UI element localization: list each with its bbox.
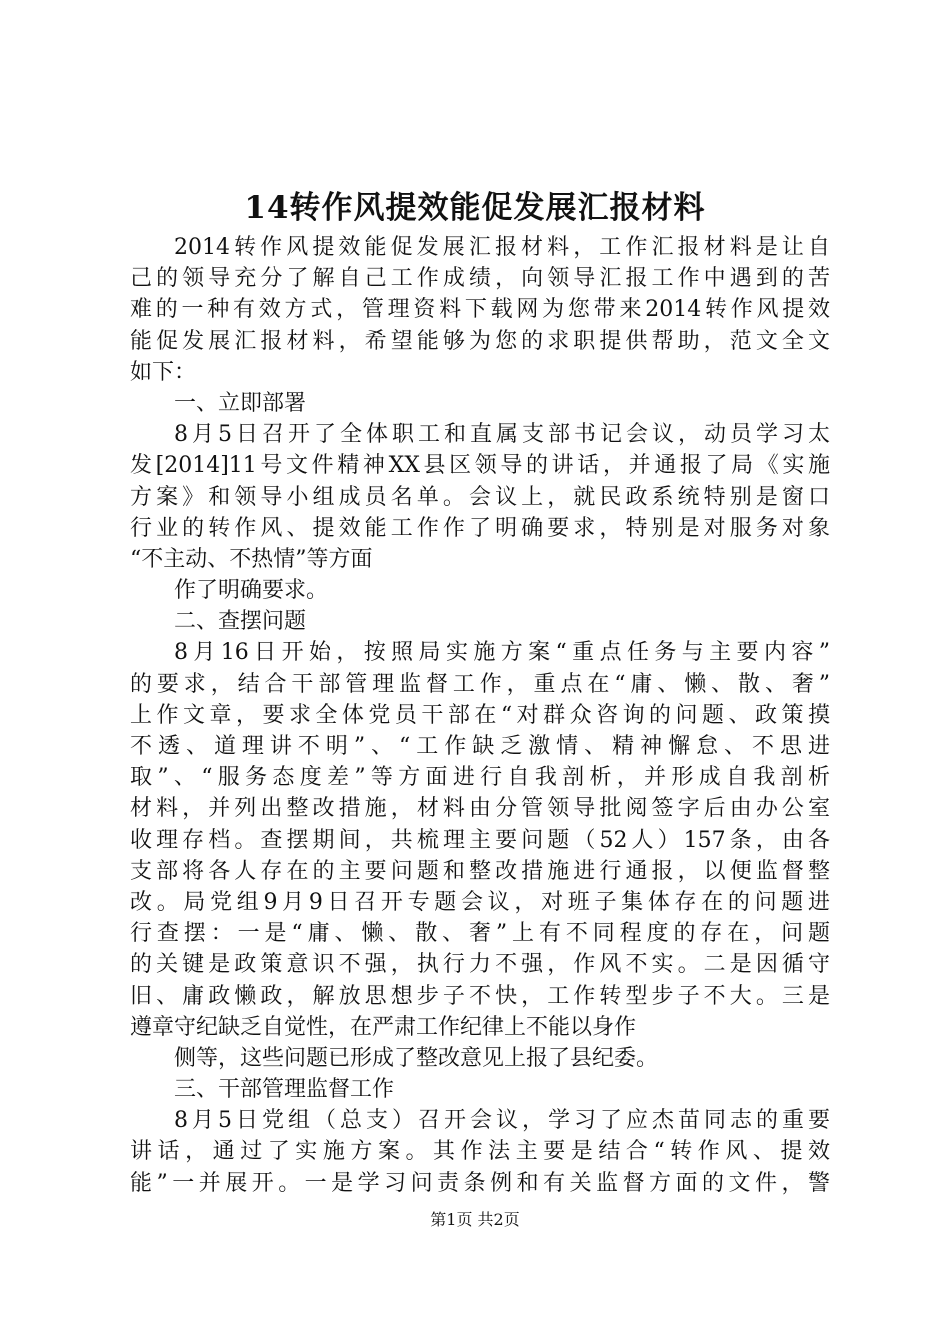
text-line: 支部将各人存在的主要问题和整改措施进行通报，以便监督整	[130, 858, 830, 884]
text-line: 三、干部管理监督工作	[174, 1077, 395, 1103]
text-line: 一、立即部署	[174, 390, 307, 416]
text-line: 收理存档。查摆期间，共梳理主要问题（52人）157条，由各	[130, 827, 830, 853]
text-line: 的关键是政策意识不强，执行力不强，作风不实。二是因循守	[130, 952, 830, 978]
text-line: 方案》和领导小组成员名单。会议上，就民政系统特别是窗口	[130, 484, 830, 510]
text-line: 2014转作风提效能促发展汇报材料，工作汇报材料是让自	[174, 235, 830, 260]
text-line: 上作文章，要求全体党员干部在“对群众咨询的问题、政策摸	[130, 702, 830, 728]
text-line: 讲话，通过了实施方案。其作法主要是结合“转作风、提效	[130, 1139, 830, 1165]
text-line: “不主动、不热情”等方面	[130, 546, 373, 572]
document-title: 14转作风提效能促发展汇报材料	[244, 190, 706, 226]
text-line: 难的一种有效方式，管理资料下载网为您带来2014转作风提效	[130, 297, 830, 323]
text-line: 二、查摆问题	[174, 609, 307, 635]
text-line: 取”、“服务态度差”等方面进行自我剖析，并形成自我剖析	[130, 765, 830, 791]
text-line: 遵章守纪缺乏自觉性，在严肃工作纪律上不能以身作	[130, 1014, 637, 1040]
text-line: 作了明确要求。	[174, 578, 329, 604]
text-line: 改。局党组9月9日召开专题会议，对班子集体存在的问题进	[130, 889, 830, 915]
document-body	[130, 232, 830, 1199]
text-line: 材料，并列出整改措施，材料由分管领导批阅签字后由办公室	[130, 796, 830, 822]
text-line: 行业的转作风、提效能工作作了明确要求，特别是对服务对象	[130, 515, 830, 541]
text-line: 侧等，这些问题已形成了整改意见上报了县纪委。	[174, 1045, 659, 1071]
text-line: 发[2014]11号文件精神XX县区领导的讲话，并通报了局《实施	[130, 453, 830, 479]
text-line: 8月5日召开了全体职工和直属支部书记会议，动员学习太	[174, 422, 830, 448]
text-line: 能”一并展开。一是学习问责条例和有关监督方面的文件，警	[130, 1170, 830, 1196]
text-line: 旧、庸政懒政，解放思想步子不快，工作转型步子不大。三是	[130, 983, 830, 1009]
text-line: 能促发展汇报材料，希望能够为您的求职提供帮助，范文全文	[130, 328, 830, 354]
text-line: 8月5日党组（总支）召开会议，学习了应杰苗同志的重要	[174, 1108, 830, 1134]
text-line: 的要求，结合干部管理监督工作，重点在“庸、懒、散、奢”	[130, 671, 830, 697]
text-line: 如下：	[130, 359, 197, 385]
text-line: 不透、道理讲不明”、“工作缺乏激情、精神懈怠、不思进	[130, 734, 830, 759]
text-line: 8月16日开始，按照局实施方案“重点任务与主要内容”	[174, 640, 830, 666]
page-footer: 第1页 共2页	[430, 1210, 520, 1229]
text-line: 行查摆：一是“庸、懒、散、奢”上有不同程度的存在，问题	[130, 921, 830, 947]
text-line: 己的领导充分了解自己工作成绩，向领导汇报工作中遇到的苦	[130, 266, 830, 292]
